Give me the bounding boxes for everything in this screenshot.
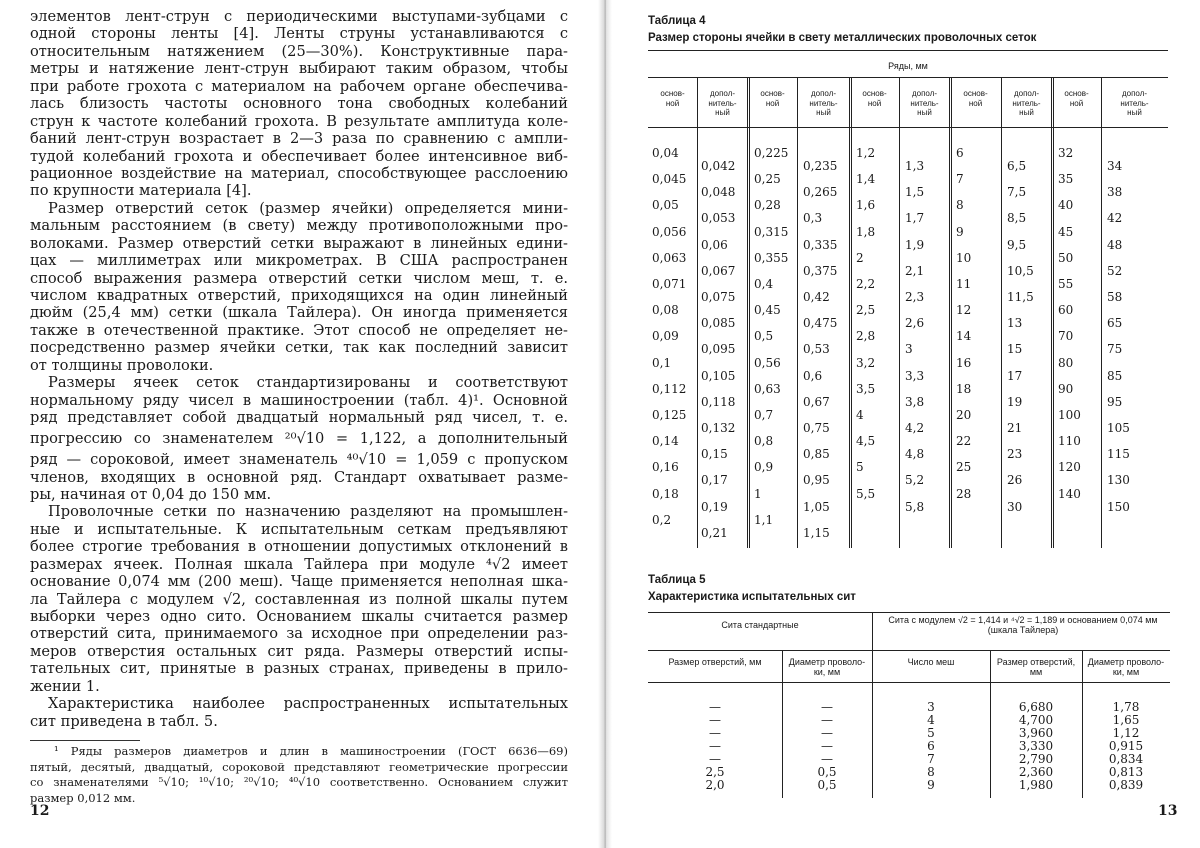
table-cell: 0,8	[754, 434, 773, 448]
column-header: допол- нитель- ный	[697, 89, 748, 118]
table-cell: 110	[1058, 434, 1081, 448]
column-divider	[949, 78, 952, 548]
table-cell: 0,063	[652, 251, 686, 265]
table-cell: 4	[872, 714, 990, 727]
table-cell: 0,067	[701, 264, 735, 278]
table5-title: Характеристика испытательных сит	[648, 591, 856, 603]
text-line: жении 1.	[30, 678, 568, 695]
table-cell: 4,8	[905, 447, 924, 461]
text-line: от толщины проволоки.	[30, 357, 568, 374]
table-cell: 0,18	[652, 487, 679, 501]
group-header: Ряды, мм	[648, 62, 1168, 72]
table-cell: 0,048	[701, 185, 735, 199]
table-cell: 38	[1107, 185, 1122, 199]
table-cell: 6	[872, 740, 990, 753]
table-cell: 15	[1007, 342, 1022, 356]
table-cell: 105	[1107, 421, 1130, 435]
text-line: прогрессию со знаменателем ²⁰√10 = 1,122, а дополнительный	[30, 427, 568, 448]
table-cell: 0,28	[754, 198, 781, 212]
table-cell: 3,2	[856, 356, 875, 370]
table-cell: —	[648, 740, 782, 753]
column-header: основ- ной	[648, 89, 697, 108]
table-cell: 0,5	[754, 329, 773, 343]
table-cell: 115	[1107, 447, 1130, 461]
table-cell: 4,5	[856, 434, 875, 448]
table-cell: 75	[1107, 342, 1122, 356]
table-cell: 0,17	[701, 473, 728, 487]
table-cell: 120	[1058, 460, 1081, 474]
table-cell: 11,5	[1007, 290, 1034, 304]
table-cell: 65	[1107, 316, 1122, 330]
table-cell: 2,8	[856, 329, 875, 343]
table-cell: 0,25	[754, 172, 781, 186]
table-cell: 0,56	[754, 356, 781, 370]
column-header: основ- ной	[748, 89, 797, 108]
table4-label: Таблица 4	[648, 15, 706, 27]
footnote-rule	[30, 740, 140, 741]
text-line: ряд — сороковой, имеет знаменатель ⁴⁰√10 = 1,059 с пропуском	[30, 448, 568, 469]
table-cell: 16	[956, 356, 971, 370]
table-cell: 2,1	[905, 264, 924, 278]
table-cell: 30	[1007, 500, 1022, 514]
table-cell: 8	[872, 766, 990, 779]
table-cell: 0,125	[652, 408, 686, 422]
text-line: основание 0,074 мм (200 меш). Чаще применяется неполная шка-	[30, 573, 568, 590]
table-cell: 130	[1107, 473, 1130, 487]
column-divider	[797, 78, 798, 548]
text-line: рационное воздействие на материал, способствующее расслоению	[30, 165, 568, 182]
column-header: допол- нитель- ный	[1101, 89, 1168, 118]
table-cell: 5,8	[905, 500, 924, 514]
table-cell: 0,045	[652, 172, 686, 186]
table-cell: 7	[872, 753, 990, 766]
table-cell: 4,2	[905, 421, 924, 435]
table-cell: 3,3	[905, 369, 924, 383]
table-cell: 32	[1058, 146, 1073, 160]
table-cell: —	[782, 740, 872, 753]
table-cell: —	[782, 753, 872, 766]
table-cell: 28	[956, 487, 971, 501]
table-cell: 1,4	[856, 172, 875, 186]
table-cell: 9,5	[1007, 238, 1026, 252]
table-cell: 6	[956, 146, 964, 160]
table-cell: 22	[956, 434, 971, 448]
table-cell: 0,056	[652, 225, 686, 239]
table-cell: 3,8	[905, 395, 924, 409]
table-cell: 8,5	[1007, 211, 1026, 225]
text-line: числом квадратных отверстий, приходящихся на один линейный	[30, 287, 568, 304]
table-cell: 10,5	[1007, 264, 1034, 278]
table-cell: 60	[1058, 303, 1073, 317]
table-cell: 0,105	[701, 369, 735, 383]
text-line: лась близость частоты основного тона свободных колебаний	[30, 95, 568, 112]
table-cell: 2,790	[990, 753, 1082, 766]
table-cell: 1,65	[1082, 714, 1170, 727]
column-header: Диаметр проволо-ки, мм	[784, 657, 870, 677]
text-line: размер 0,012 мм.	[30, 791, 568, 807]
table-cell: 1,15	[803, 526, 830, 540]
table-cell: 2,360	[990, 766, 1082, 779]
text-line: нормальному ряду чисел в машиностроении (табл. 4)¹. Основной	[30, 392, 568, 409]
table-cell: 20	[956, 408, 971, 422]
table-cell: 1,2	[856, 146, 875, 160]
table-cell: 1,7	[905, 211, 924, 225]
page-number-left: 12	[30, 803, 49, 819]
text-line: более строгие требования в отношении допустимых отклонений в	[30, 538, 568, 555]
text-line: метры и натяжение лент-струн выбирают таким образом, чтобы	[30, 60, 568, 77]
table-cell: 1,8	[856, 225, 875, 239]
table-cell: 1,1	[754, 513, 773, 527]
table-cell: 10	[956, 251, 971, 265]
table-cell: 2,6	[905, 316, 924, 330]
table-cell: —	[648, 714, 782, 727]
column-header: допол- нитель- ный	[899, 89, 950, 118]
table4-title: Размер стороны ячейки в свету металлических проволочных сеток	[648, 32, 1036, 44]
text-line: по крупности материала [4].	[30, 182, 568, 199]
text-line: ры, начиная от 0,04 до 150 мм.	[30, 486, 568, 503]
text-line: ¹ Ряды размеров диаметров и длин в машиностроении (ГОСТ 6636—69)	[30, 744, 568, 760]
table-cell: 85	[1107, 369, 1122, 383]
table-cell: 11	[956, 277, 971, 291]
table-cell: 0,06	[701, 238, 728, 252]
table-cell: 0,915	[1082, 740, 1170, 753]
table-cell: 0,45	[754, 303, 781, 317]
table-cell: 48	[1107, 238, 1122, 252]
text-line: ные и испытательные. К испытательным сеткам предъявляют	[30, 521, 568, 538]
table-cell: 5	[872, 727, 990, 740]
column-header: основ- ной	[850, 89, 899, 108]
text-line: элементов лент-струн с периодическими выступами-зубцами с	[30, 8, 568, 25]
text-line: способ выражения размера отверстий сетки числом меш, т. е.	[30, 270, 568, 287]
table-cell: 5,2	[905, 473, 924, 487]
column-header: Размер отверстий, мм	[992, 657, 1080, 677]
table-cell: 0,08	[652, 303, 679, 317]
text-line: сит приведена в табл. 5.	[30, 713, 568, 730]
text-line: Размеры ячеек сеток стандартизированы и соответствуют	[30, 374, 568, 391]
text-line: цах — миллиметрах или микрометрах. В США распространен	[30, 252, 568, 269]
text-line: тудой колебаний грохота и обеспечивает более интенсивное виб-	[30, 148, 568, 165]
text-line: Проволочные сетки по назначению разделяют на промышлен-	[30, 503, 568, 520]
text-line: волоками. Размер отверстий сетки выражают в линейных едини-	[30, 235, 568, 252]
table-cell: 1,12	[1082, 727, 1170, 740]
table-cell: 1,980	[990, 779, 1082, 792]
table-cell: 0,5	[782, 779, 872, 792]
column-divider	[1001, 78, 1002, 548]
table-cell: 0,75	[803, 421, 830, 435]
column-divider	[1051, 78, 1054, 548]
text-line: ряд представляет собой двадцатый нормальный ряд чисел, т. е.	[30, 409, 568, 426]
group-header: Сита с модулем √2 = 1,414 и ⁴√2 = 1,189 и основанием 0,074 мм (шкала Тайлера)	[878, 615, 1168, 635]
table-cell: 80	[1058, 356, 1073, 370]
table-cell: 2	[856, 251, 864, 265]
table-cell: 0,375	[803, 264, 837, 278]
table-cell: 0,042	[701, 159, 735, 173]
text-line: выборки через одно сито. Основанием шкалы считается размер	[30, 608, 568, 625]
table-cell: 0,42	[803, 290, 830, 304]
column-header: Число меш	[874, 657, 988, 667]
table-cell: 25	[956, 460, 971, 474]
table-cell: 70	[1058, 329, 1073, 343]
table-rule	[648, 612, 1170, 613]
table-cell: 14	[956, 329, 971, 343]
table-cell: 2,5	[856, 303, 875, 317]
table-cell: —	[648, 701, 782, 714]
table-cell: 1,3	[905, 159, 924, 173]
column-divider	[1101, 78, 1102, 548]
table-cell: 55	[1058, 277, 1073, 291]
table-cell: 0,225	[754, 146, 788, 160]
table-cell: 0,14	[652, 434, 679, 448]
table-cell: 0,112	[652, 382, 686, 396]
table-cell: 0,813	[1082, 766, 1170, 779]
text-line: размерах ячеек. Полная шкала Тайлера при модуле ⁴√2 имеет	[30, 556, 568, 573]
table-cell: —	[782, 714, 872, 727]
table-cell: 0,2	[652, 513, 671, 527]
table-cell: 21	[1007, 421, 1022, 435]
column-header: допол- нитель- ный	[797, 89, 850, 118]
table-cell: 0,839	[1082, 779, 1170, 792]
table-cell: —	[782, 701, 872, 714]
column-divider	[747, 78, 750, 548]
text-line: струн к частоте колебаний грохота. В результате амплитуда коле-	[30, 113, 568, 130]
table-cell: 0,6	[803, 369, 822, 383]
table-cell: 3	[872, 701, 990, 714]
column-divider	[899, 78, 900, 548]
table-cell: 90	[1058, 382, 1073, 396]
table-cell: 58	[1107, 290, 1122, 304]
table-cell: 0,05	[652, 198, 679, 212]
table-rule	[648, 682, 1170, 683]
table-cell: 3	[905, 342, 913, 356]
table-rule	[648, 77, 1168, 78]
text-line: дюйм (25,4 мм) сетки (шкала Тайлера). Он иногда применяется	[30, 304, 568, 321]
text-line: со знаменателями ⁵√10; ¹⁰√10; ²⁰√10; ⁴⁰√10 соответственно. Основанием служит	[30, 775, 568, 791]
table-cell: 0,4	[754, 277, 773, 291]
table-cell: 95	[1107, 395, 1122, 409]
table-rule	[648, 127, 1168, 128]
table-cell: 2,0	[648, 779, 782, 792]
table-cell: 3,960	[990, 727, 1082, 740]
table-cell: 13	[1007, 316, 1022, 330]
table-cell: 0,09	[652, 329, 679, 343]
table-cell: 0,63	[754, 382, 781, 396]
column-header: Размер отверстий, мм	[650, 657, 780, 667]
table-cell: 0,04	[652, 146, 679, 160]
table-cell: 0,132	[701, 421, 735, 435]
table-cell: 42	[1107, 211, 1122, 225]
table-cell: 35	[1058, 172, 1073, 186]
table-cell: 0,95	[803, 473, 830, 487]
column-header: основ- ной	[1052, 89, 1101, 108]
text-line: ла Тайлера с модулем √2, составленная из полной шкалы путем	[30, 591, 568, 608]
text-line: меров отверстия остальных сит ряда. Размеры отверстий испы-	[30, 643, 568, 660]
table-cell: 8	[956, 198, 964, 212]
text-line: членов, входящих в основной ряд. Стандарт охватывает разме-	[30, 469, 568, 486]
table-cell: 26	[1007, 473, 1022, 487]
text-line: отверстий сита, принимаемого за исходное при определении раз-	[30, 625, 568, 642]
table-cell: 18	[956, 382, 971, 396]
table-cell: —	[648, 753, 782, 766]
table-cell: 7	[956, 172, 964, 186]
table-cell: 9	[872, 779, 990, 792]
table-cell: 2,2	[856, 277, 875, 291]
table-cell: 6,5	[1007, 159, 1026, 173]
table-cell: 12	[956, 303, 971, 317]
table-cell: 4,700	[990, 714, 1082, 727]
table-cell: 5	[856, 460, 864, 474]
text-line: пятый, десятый, двадцатый, сороковой представляют геометрические прогрессии	[30, 760, 568, 776]
text-line: одной стороны ленты [4]. Ленты струны устанавливаются с	[30, 25, 568, 42]
table-cell: 0,85	[803, 447, 830, 461]
table-cell: 9	[956, 225, 964, 239]
table-cell: 52	[1107, 264, 1122, 278]
table-cell: 1,5	[905, 185, 924, 199]
text-line: также в отечественной практике. Этот способ не определяет не-	[30, 322, 568, 339]
table-cell: 0,265	[803, 185, 837, 199]
table-cell: 4	[856, 408, 864, 422]
table5-label: Таблица 5	[648, 574, 706, 586]
table-cell: 0,335	[803, 238, 837, 252]
table-cell: 0,315	[754, 225, 788, 239]
table-cell: 0,095	[701, 342, 735, 356]
table-cell: —	[648, 727, 782, 740]
column-divider	[697, 78, 698, 548]
table-cell: 3,5	[856, 382, 875, 396]
table-cell: 1,78	[1082, 701, 1170, 714]
table-rule	[648, 50, 1168, 51]
table-cell: 2,3	[905, 290, 924, 304]
group-header: Сита стандартные	[648, 620, 872, 630]
table-cell: 23	[1007, 447, 1022, 461]
table-cell: 0,5	[782, 766, 872, 779]
table-cell: 0,053	[701, 211, 735, 225]
text-line: мальным расстоянием (в свету) между противоположными про-	[30, 217, 568, 234]
text-line: при работе грохота с материалом на рабочем органе обеспечива-	[30, 78, 568, 95]
table-cell: 0,071	[652, 277, 686, 291]
table-cell: 0,075	[701, 290, 735, 304]
text-line: относительным натяжением (25—30%). Конструктивные пара-	[30, 43, 568, 60]
table-cell: 0,53	[803, 342, 830, 356]
text-line: баний лент-струн возрастает в 2—3 раза по сравнению с ампли-	[30, 130, 568, 147]
column-header: Диаметр проволо-ки, мм	[1084, 657, 1168, 677]
table-cell: 5,5	[856, 487, 875, 501]
column-header: допол- нитель- ный	[1001, 89, 1052, 118]
table-cell: 0,475	[803, 316, 837, 330]
text-line: Размер отверстий сеток (размер ячейки) определяется мини-	[30, 200, 568, 217]
left-page-text	[30, 8, 568, 730]
table-cell: 140	[1058, 487, 1081, 501]
table-cell: 0,7	[754, 408, 773, 422]
table-cell: 150	[1107, 500, 1130, 514]
table-cell: 0,118	[701, 395, 735, 409]
table-cell: 34	[1107, 159, 1122, 173]
table-cell: 3,330	[990, 740, 1082, 753]
table-cell: 100	[1058, 408, 1081, 422]
text-line: Характеристика наиболее распространенных испытательных	[30, 695, 568, 712]
table-cell: 0,19	[701, 500, 728, 514]
table-cell: 2,5	[648, 766, 782, 779]
table-cell: —	[782, 727, 872, 740]
page-number-right: 13	[1158, 803, 1177, 819]
table-cell: 0,3	[803, 211, 822, 225]
table-cell: 7,5	[1007, 185, 1026, 199]
table-cell: 0,1	[652, 356, 671, 370]
table-cell: 0,16	[652, 460, 679, 474]
table-cell: 0,355	[754, 251, 788, 265]
table-cell: 0,235	[803, 159, 837, 173]
table-cell: 0,67	[803, 395, 830, 409]
table-cell: 1,9	[905, 238, 924, 252]
table-cell: 6,680	[990, 701, 1082, 714]
table-cell: 0,834	[1082, 753, 1170, 766]
footnote	[30, 744, 568, 806]
table-cell: 1	[754, 487, 762, 501]
text-line: тательных сит, принятые в разных странах, приведены в прило-	[30, 660, 568, 677]
table-cell: 0,21	[701, 526, 728, 540]
book-fold	[598, 0, 612, 848]
table-cell: 40	[1058, 198, 1073, 212]
table-cell: 0,15	[701, 447, 728, 461]
table-cell: 19	[1007, 395, 1022, 409]
text-line: посредственно размер ячейки сетки, так как последний зависит	[30, 339, 568, 356]
table-cell: 1,6	[856, 198, 875, 212]
table-cell: 0,9	[754, 460, 773, 474]
table-cell: 17	[1007, 369, 1022, 383]
table-cell: 0,085	[701, 316, 735, 330]
table-rule	[648, 650, 1170, 651]
table-cell: 50	[1058, 251, 1073, 265]
table-cell: 45	[1058, 225, 1073, 239]
column-divider	[849, 78, 852, 548]
table-cell: 1,05	[803, 500, 830, 514]
column-header: основ- ной	[950, 89, 1001, 108]
